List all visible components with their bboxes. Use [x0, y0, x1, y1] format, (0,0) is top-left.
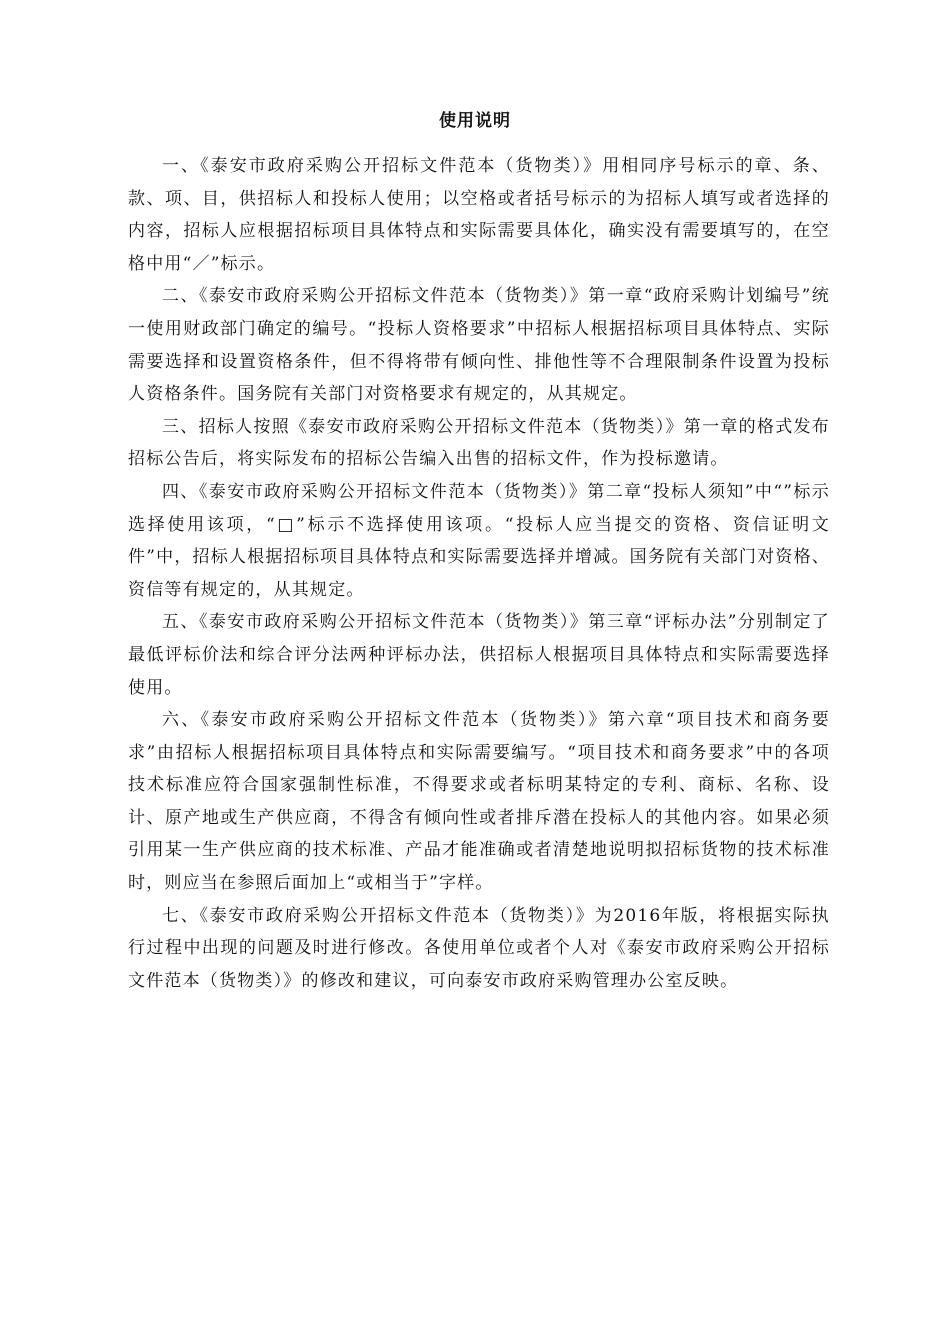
paragraph-1: 一、《泰安市政府采购公开招标文件范本（货物类）》用相同序号标示的章、条、款、项、目，供招标人和投标人使用；以空格或者括号标示的为招标人填写或者选择的内容，招标人应根据招标项目具体特点和实际需要具体化，确实没有需要填写的，在空格中用“／”标示。 — [128, 156, 830, 274]
page-title: 使用说明 — [439, 111, 511, 131]
paragraph-7: 七、《泰安市政府采购公开招标文件范本（货物类）》为2016年版，将根据实际执行过程中出现的问题及时进行修改。各使用单位或者个人对《泰安市政府采购公开招标文件范本（货物类）》的修改和建议，可向泰安市政府采购管理办公室反映。 — [128, 905, 830, 991]
paragraph-3: 三、招标人按照《泰安市政府采购公开招标文件范本（货物类）》第一章的格式发布招标公告后，将实际发布的招标公告编入出售的招标文件，作为投标邀请。 — [128, 416, 830, 470]
paragraph-6: 六、《泰安市政府采购公开招标文件范本（货物类）》第六章“项目技术和商务要求”由招标人根据招标项目具体特点和实际需要编写。“项目技术和商务要求”中的各项技术标准应符合国家强制性标准，不得要求或者标明某特定的专利、商标、名称、设计、原产地或生产供应商，不得含有倾向性或者排斥潜在投标人的其他内容。如果必须引用某一生产供应商的技术标准、产品才能准确或者清楚地说明拟招标货物的技术标准时，则应当在参照后面加上“或相当于”字样。 — [128, 710, 830, 894]
paragraph-5: 五、《泰安市政府采购公开招标文件范本（货物类）》第三章“评标办法”分别制定了最低评标价法和综合评分法两种评标办法，供招标人根据项目具体特点和实际需要选择使用。 — [128, 612, 830, 698]
instructions-body — [128, 150, 830, 997]
paragraph-4: 四、《泰安市政府采购公开招标文件范本（货物类）》第二章“投标人须知”中“”标示选择使用该项，“□”标示不选择使用该项。“投标人应当提交的资格、资信证明文件”中，招标人根据招标项目具体特点和实际需要选择并增减。国务院有关部门对资格、资信等有规定的，从其规定。 — [128, 481, 830, 600]
paragraph-2: 二、《泰安市政府采购公开招标文件范本（货物类）》第一章“政府采购计划编号”统一使用财政部门确定的编号。“投标人资格要求”中招标人根据招标项目具体特点、实际需要选择和设置资格条件，但不得将带有倾向性、排他性等不合理限制条件设置为投标人资格条件。国务院有关部门对资格要求有规定的，从其规定。 — [128, 286, 830, 405]
